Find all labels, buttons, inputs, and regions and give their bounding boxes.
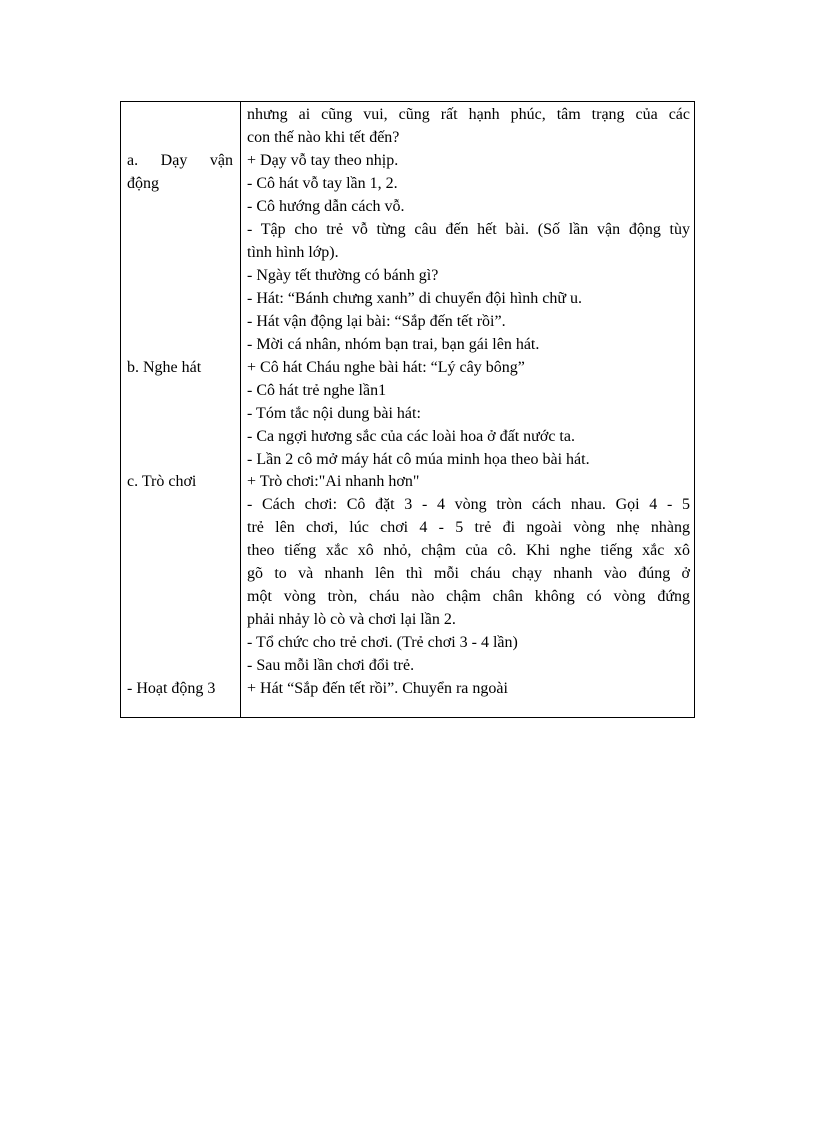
content-line: tình hình lớp). (247, 244, 339, 261)
content-line: - Hát vận động lại bài: “Sắp đến tết rồi”. (247, 313, 506, 330)
content-line: + Dạy vỗ tay theo nhịp. (247, 152, 399, 169)
content-line: - Lần 2 cô mở máy hát cô múa minh họa theo bài hát. (247, 451, 590, 468)
content-line: + Cô hát Cháu nghe bài hát: “Lý cây bông” (247, 359, 525, 376)
content-line: - Cách chơi: Cô đặt 3 - 4 vòng tròn cách nhau. Gọi 4 - 5 (247, 496, 690, 513)
content-line: - Cô hát trẻ nghe lần1 (247, 382, 387, 399)
content-line: - Cô hát vỗ tay lần 1, 2. (247, 175, 398, 192)
label-day-van-dong (127, 149, 233, 172)
content-line: - Tổ chức cho trẻ chơi. (Trẻ chơi 3 - 4 lần) (247, 634, 518, 651)
content-line: - Cô hướng dẫn cách vỗ. (247, 198, 405, 215)
content-line: - Tóm tắc nội dung bài hát: (247, 405, 421, 422)
label-day-van-dong-b: Dạy (160, 152, 188, 169)
content-line: - Tập cho trẻ vỗ từng câu đến hết bài. (Số lần vận động tùy (247, 221, 690, 238)
content-line: - Hát: “Bánh chưng xanh” di chuyển đội hình chữ u. (247, 290, 583, 307)
column-divider (240, 102, 241, 717)
content-line: theo tiếng xắc xô nhỏ, chậm của cô. Khi nghe tiếng xắc xô (247, 542, 690, 559)
content-line: con thế nào khi tết đến? (247, 129, 400, 146)
content-line: gõ to và nhanh lên thì mỗi cháu chạy nhanh vào đúng ở (247, 565, 690, 582)
label-hoat-dong-3: - Hoạt động 3 (127, 680, 216, 697)
content-line: + Trò chơi:"Ai nhanh hơn" (247, 473, 420, 490)
label-day-van-dong-c: vận (209, 152, 233, 169)
content-line: - Mời cá nhân, nhóm bạn trai, bạn gái lên hát. (247, 336, 540, 353)
content-line: nhưng ai cũng vui, cũng rất hạnh phúc, tâm trạng của các (247, 106, 690, 123)
content-line: - Ca ngợi hương sắc của các loài hoa ở đất nước ta. (247, 428, 575, 445)
content-line: - Ngày tết thường có bánh gì? (247, 267, 439, 284)
label-tro-choi: c. Trò chơi (127, 473, 197, 490)
content-line: một vòng tròn, cháu nào chậm chân không có vòng đứng (247, 588, 690, 605)
content-line: phải nhảy lò cò và chơi lại lần 2. (247, 611, 456, 628)
label-day-van-dong-cont: động (127, 175, 159, 192)
content-line: trẻ lên chơi, lúc chơi 4 - 5 trẻ đi ngoài vòng nhẹ nhàng (247, 519, 690, 536)
label-day-van-dong-a: a. (127, 152, 139, 169)
label-nghe-hat: b. Nghe hát (127, 359, 202, 376)
content-line: - Sau mỗi lần chơi đổi trẻ. (247, 657, 415, 674)
lesson-table (120, 101, 695, 718)
content-line: + Hát “Sắp đến tết rồi”. Chuyển ra ngoài (247, 680, 508, 697)
